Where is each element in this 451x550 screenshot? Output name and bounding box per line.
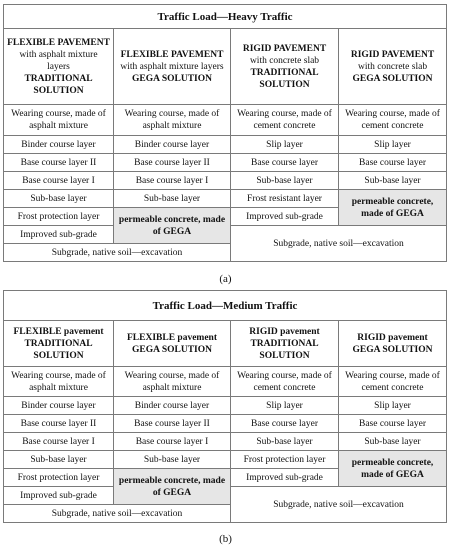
header-flexible-traditional (4, 29, 114, 105)
table-cell: Slip layer (231, 397, 339, 415)
table-cell: Frost protection layer (4, 208, 114, 226)
table-row (4, 154, 447, 172)
header-main: RIGID pavement (357, 332, 428, 343)
table-cell: Base course layer (339, 154, 447, 172)
table-cell: Base course layer (231, 154, 339, 172)
header-sub: with asphalt mixture layers (120, 61, 224, 72)
table-cell: Binder course layer (4, 136, 114, 154)
table-cell: Wearing course, made of asphalt mixture (114, 367, 231, 397)
table-cell: Sub-base layer (231, 433, 339, 451)
table-row (4, 136, 447, 154)
gega-permeable-concrete-cell: permeable concrete, made of GEGA (114, 208, 231, 244)
table-cell: Improved sub-grade (231, 469, 339, 487)
table-cell: Wearing course, made of cement concrete (231, 367, 339, 397)
table-title: Traffic Load—Heavy Traffic (4, 5, 447, 29)
table-cell: Sub-base layer (114, 451, 231, 469)
table-cell: Slip layer (339, 397, 447, 415)
table-cell: Sub-base layer (339, 433, 447, 451)
subgrade-cell: Subgrade, native soil—excavation (231, 226, 447, 262)
table-cell: Sub-base layer (114, 190, 231, 208)
header-main: FLEXIBLE pavement (127, 332, 217, 343)
table-cell: Sub-base layer (4, 451, 114, 469)
header-solution: GEGA SOLUTION (352, 73, 433, 84)
table-cell: Wearing course, made of asphalt mixture (114, 105, 231, 136)
subgrade-cell: Subgrade, native soil—excavation (231, 487, 447, 523)
table-cell: Slip layer (339, 136, 447, 154)
header-solution: GEGA SOLUTION (132, 344, 212, 355)
header-main: FLEXIBLE pavement (13, 326, 104, 337)
gega-permeable-concrete-cell: permeable concrete, made of GEGA (339, 451, 447, 487)
table-cell: Improved sub-grade (4, 487, 114, 505)
gega-permeable-concrete-cell: permeable concrete, made of GEGA (339, 190, 447, 226)
table-row (4, 397, 447, 415)
table-cell: Base course layer I (114, 433, 231, 451)
table-cell: Base course layer (231, 415, 339, 433)
table-row (4, 190, 447, 208)
table-cell: Base course layer I (4, 172, 114, 190)
subgrade-cell: Subgrade, native soil—excavation (4, 244, 231, 262)
table-cell: Slip layer (231, 136, 339, 154)
table-cell: Frost protection layer (231, 451, 339, 469)
table-cell: Base course layer II (4, 154, 114, 172)
table-cell: Sub-base layer (231, 172, 339, 190)
gega-permeable-concrete-cell: permeable concrete, made of GEGA (114, 469, 231, 505)
table-cell: Base course layer II (114, 415, 231, 433)
header-rigid-traditional (231, 321, 339, 367)
table-row (4, 415, 447, 433)
table-cell: Improved sub-grade (231, 208, 339, 226)
table-cell: Wearing course, made of cement concrete (339, 367, 447, 397)
table-cell: Frost resistant layer (231, 190, 339, 208)
table-cell: Frost protection layer (4, 469, 114, 487)
caption-a: (a) (219, 273, 232, 285)
table-cell: Base course layer II (4, 415, 114, 433)
header-main: RIGID pavement (249, 326, 320, 337)
table-cell: Sub-base layer (339, 172, 447, 190)
header-solution: TRADITIONAL SOLUTION (24, 73, 93, 96)
header-rigid-gega (339, 321, 447, 367)
table-cell: Base course layer I (4, 433, 114, 451)
table-cell: Wearing course, made of cement concrete (231, 105, 339, 136)
header-main: FLEXIBLE PAVEMENT (7, 37, 110, 48)
table-cell: Binder course layer (114, 136, 231, 154)
table-title: Traffic Load—Medium Traffic (4, 291, 447, 321)
header-solution: GEGA SOLUTION (352, 344, 433, 355)
table-row (4, 105, 447, 136)
medium-traffic-table (3, 290, 447, 523)
header-solution: TRADITIONAL SOLUTION (24, 338, 93, 361)
header-sub: with concrete slab (249, 55, 320, 66)
header-rigid-gega (339, 29, 447, 105)
header-solution: TRADITIONAL SOLUTION (250, 338, 319, 361)
table-cell: Wearing course, made of asphalt mixture (4, 367, 114, 397)
header-flexible-gega (114, 29, 231, 105)
table-cell: Binder course layer (114, 397, 231, 415)
heavy-traffic-table (3, 4, 447, 262)
subgrade-cell: Subgrade, native soil—excavation (4, 505, 231, 523)
header-main: RIGID PAVEMENT (242, 43, 327, 54)
header-main: RIGID PAVEMENT (350, 49, 435, 60)
table-cell: Base course layer II (114, 154, 231, 172)
header-flexible-gega (114, 321, 231, 367)
table-cell: Binder course layer (4, 397, 114, 415)
header-flexible-traditional (4, 321, 114, 367)
table-cell: Base course layer (339, 415, 447, 433)
table-row (4, 433, 447, 451)
table-row (4, 451, 447, 469)
table-cell: Sub-base layer (4, 190, 114, 208)
header-sub: with concrete slab (357, 61, 428, 72)
table-cell: Wearing course, made of asphalt mixture (4, 105, 114, 136)
caption-b: (b) (219, 533, 232, 545)
table-cell: Improved sub-grade (4, 226, 114, 244)
header-sub: with asphalt mixture layers (19, 49, 98, 72)
header-solution: GEGA SOLUTION (132, 73, 212, 84)
table-row (4, 172, 447, 190)
header-rigid-traditional (231, 29, 339, 105)
table-cell: Base course layer I (114, 172, 231, 190)
table-cell: Wearing course, made of cement concrete (339, 105, 447, 136)
header-main: FLEXIBLE PAVEMENT (120, 49, 224, 60)
header-solution: TRADITIONAL SOLUTION (250, 67, 319, 90)
table-row (4, 367, 447, 397)
